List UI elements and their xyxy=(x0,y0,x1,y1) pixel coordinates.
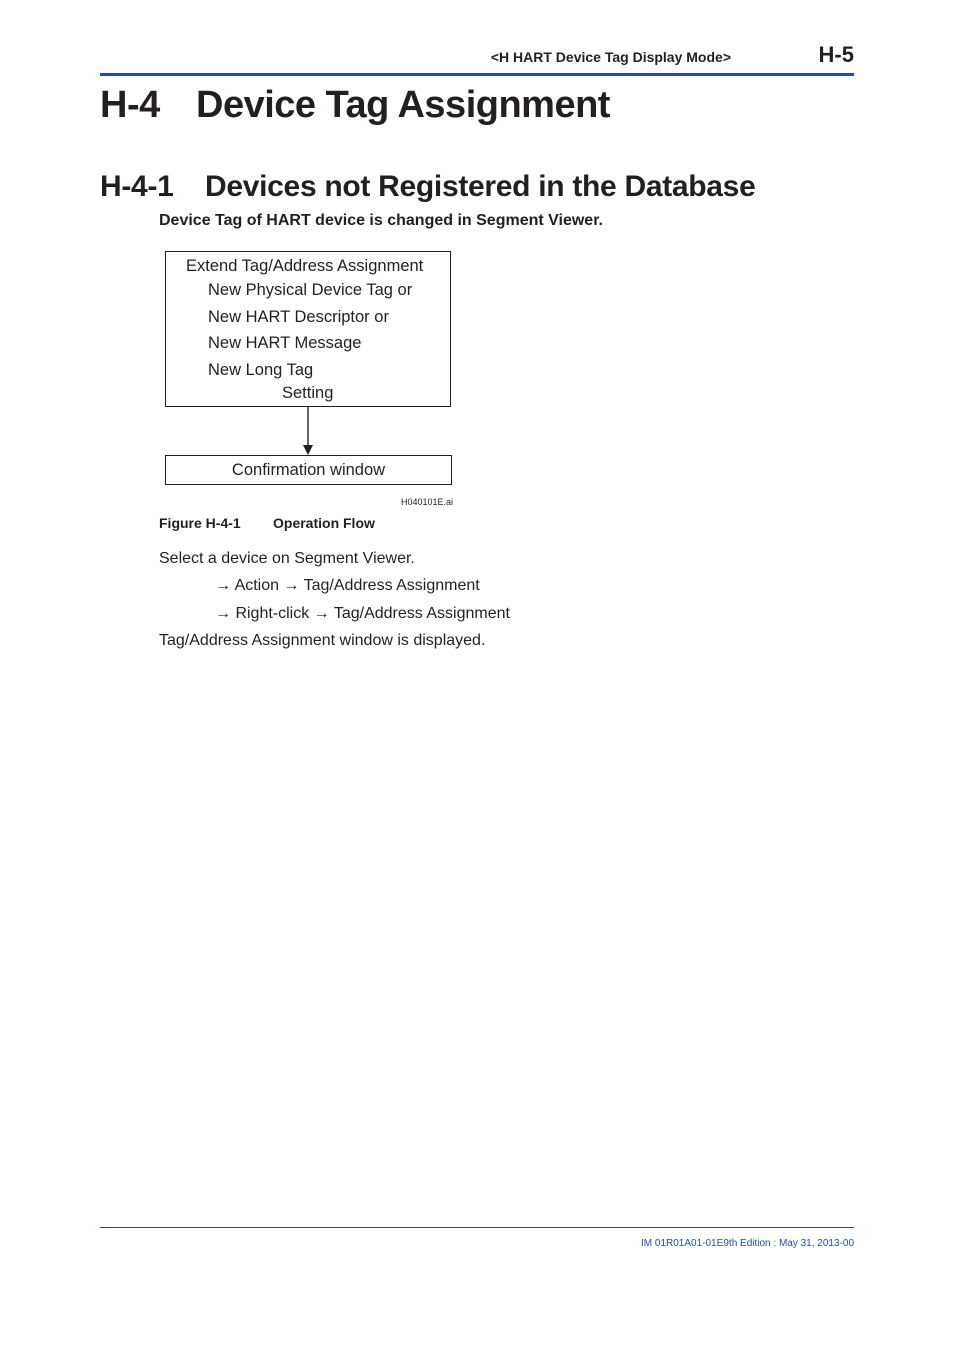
header-rule xyxy=(100,73,854,76)
title-text: Device Tag Assignment xyxy=(196,84,610,126)
section-text: Devices not Registered in the Database xyxy=(205,170,756,203)
running-header-section: <H HART Device Tag Display Mode> xyxy=(490,49,731,65)
section-number: H-4-1 xyxy=(100,170,174,203)
footer-rule xyxy=(100,1227,854,1228)
flow-box-line: New HART Message xyxy=(208,334,362,352)
flow-box-confirmation: Confirmation window xyxy=(165,455,452,485)
figure-caption xyxy=(159,515,375,531)
flow-box-setting xyxy=(165,251,451,407)
flow-arrow-icon xyxy=(300,407,316,455)
flow-box-line: New Long Tag xyxy=(208,361,314,379)
section-title xyxy=(100,170,755,204)
footer-doc-id: IM 01R01A01-01E xyxy=(641,1238,724,1249)
title-number: H-4 xyxy=(100,84,160,126)
flow-box-line: New HART Descriptor or xyxy=(208,308,389,326)
figure-file-ref: H040101E.ai xyxy=(401,497,454,507)
body-text-line: Tag/Address Assignment window is displayed. xyxy=(159,632,486,649)
flow-box-line: Extend Tag/Address Assignment xyxy=(186,257,424,275)
footer-edition: 9th Edition : May 31, 2013-00 xyxy=(723,1238,854,1249)
body-text-line: Select a device on Segment Viewer. xyxy=(159,550,415,567)
body-text-line: → Right-click → Tag/Address Assignment xyxy=(215,605,510,622)
page-title xyxy=(100,84,610,127)
figure-caption-title: Operation Flow xyxy=(273,515,375,531)
intro-text: Device Tag of HART device is changed in Segment Viewer. xyxy=(159,212,603,229)
flow-box-line: New Physical Device Tag or xyxy=(208,281,413,299)
flow-box-line: Setting xyxy=(282,384,334,402)
page-number: H-5 xyxy=(818,42,854,67)
body-text-line: → Action → Tag/Address Assignment xyxy=(215,577,480,594)
figure-caption-label: Figure H-4-1 xyxy=(159,515,241,531)
